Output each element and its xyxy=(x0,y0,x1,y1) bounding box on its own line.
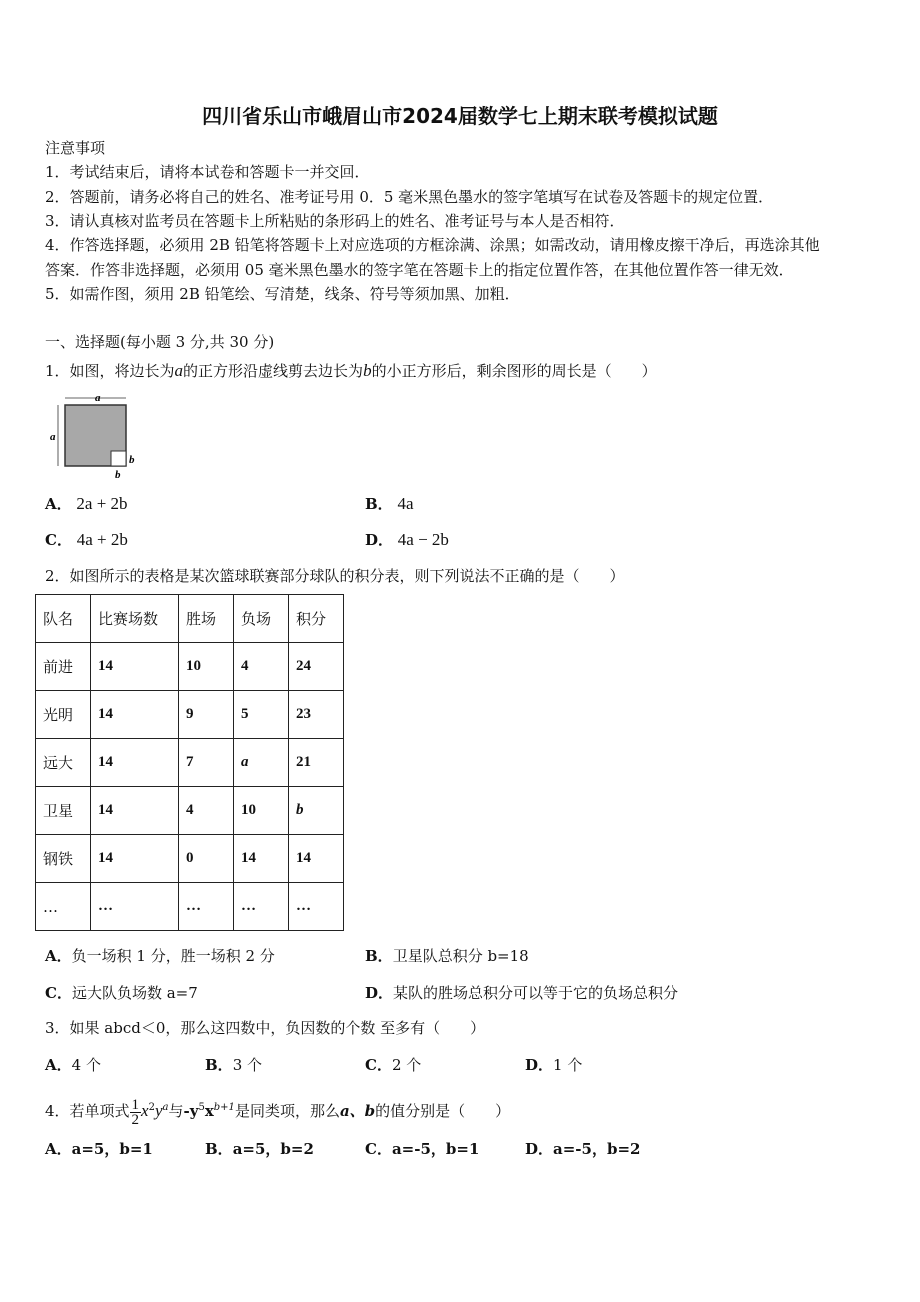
option-text: a=-5，b=2 xyxy=(553,1140,641,1158)
q1-var-a: a xyxy=(174,361,184,380)
square-cut-figure xyxy=(48,390,143,482)
table-header: 胜场 xyxy=(179,595,234,643)
fig-label-right-b: b xyxy=(129,454,135,466)
notice-item: 答案．作答非选择题，必须用 05 毫米黑色墨水的签字笔在答题卡上的指定位置作答，在其他位置作答一律无效． xyxy=(45,261,794,279)
option-text: 4a − 2b xyxy=(397,530,449,549)
table-cell: 卫星 xyxy=(36,787,91,835)
option-text: 3 个 xyxy=(232,1056,262,1074)
option-label: B． xyxy=(365,947,393,965)
table-cell: 钢铁 xyxy=(36,835,91,883)
option-label: C． xyxy=(45,531,72,549)
q2-option-a[interactable] xyxy=(45,946,275,966)
option-label: C． xyxy=(45,984,72,1002)
option-label: D． xyxy=(525,1140,554,1158)
table-header: 比赛场数 xyxy=(91,595,179,643)
table-cell: 7 xyxy=(179,739,234,787)
table-cell: 5 xyxy=(234,691,289,739)
table-cell: 24 xyxy=(289,643,344,691)
option-label: A． xyxy=(45,1056,72,1074)
section-heading: 一、选择题(每小题 3 分,共 30 分) xyxy=(45,333,275,351)
table-row xyxy=(36,691,344,739)
table-cell: 14 xyxy=(91,643,179,691)
table-cell: 21 xyxy=(289,739,344,787)
q3-option-d[interactable] xyxy=(525,1055,582,1075)
option-text: 2a + 2b xyxy=(76,494,128,513)
option-label: A． xyxy=(45,495,72,513)
table-header-row xyxy=(36,595,344,643)
table-header: 队名 xyxy=(36,595,91,643)
option-label: A． xyxy=(45,947,72,965)
table-cell: a xyxy=(234,739,289,787)
q3-option-b[interactable] xyxy=(205,1055,262,1075)
option-text: 卫星队总积分 b=18 xyxy=(392,947,529,965)
q1-mid: 的正方形沿虚线剪去边长为 xyxy=(183,362,364,380)
fig-label-top-a: a xyxy=(95,392,101,404)
table-cell: 远大 xyxy=(36,739,91,787)
fig-label-bottom-b: b xyxy=(115,469,121,481)
table-cell: b xyxy=(289,787,344,835)
option-label: D． xyxy=(525,1056,554,1074)
table-row xyxy=(36,787,344,835)
table-cell: 23 xyxy=(289,691,344,739)
q3-option-c[interactable] xyxy=(365,1055,421,1075)
table-cell: 14 xyxy=(234,835,289,883)
option-text: a=5，b=1 xyxy=(71,1140,153,1158)
notice-item: 1．考试结束后，请将本试卷和答题卡一并交回． xyxy=(45,163,370,181)
table-cell: … xyxy=(36,883,91,931)
table-cell: 4 xyxy=(234,643,289,691)
q1-post: 的小正方形后，剩余图形的周长是（ ） xyxy=(371,362,657,380)
q3-option-a[interactable] xyxy=(45,1055,101,1075)
option-label: B． xyxy=(205,1056,233,1074)
question-2-stem: 2．如图所示的表格是某次篮球联赛部分球队的积分表，则下列说法不正确的是（ ） xyxy=(45,567,625,585)
table-cell: 4 xyxy=(179,787,234,835)
table-header: 负场 xyxy=(234,595,289,643)
table-cell: … xyxy=(179,883,234,931)
option-text: 4 个 xyxy=(71,1056,101,1074)
option-text: 负一场积 1 分，胜一场积 2 分 xyxy=(71,947,275,965)
q4-mono1-xexp: 2 xyxy=(148,1102,155,1113)
q4-mono2-xexp: b+1 xyxy=(213,1102,235,1113)
option-text: 4a xyxy=(397,494,414,513)
notice-item: 4．作答选择题，必须用 2B 铅笔将答题卡上对应选项的方框涂满、涂黑；如需改动，请用橡皮擦干净后，再选涂其他 xyxy=(45,236,820,254)
q1-option-c[interactable] xyxy=(45,530,128,550)
option-label: C． xyxy=(365,1140,392,1158)
table-cell: 14 xyxy=(91,787,179,835)
fraction-denominator: 2 xyxy=(131,1111,140,1128)
page-title: 四川省乐山市峨眉山市2024届数学七上期末联考模拟试题 xyxy=(202,104,718,128)
q4-option-d[interactable] xyxy=(525,1139,640,1159)
q1-option-a[interactable] xyxy=(45,494,128,514)
option-label: A． xyxy=(45,1140,72,1158)
table-row xyxy=(36,739,344,787)
q2-option-c[interactable] xyxy=(45,983,198,1003)
notice-item: 3．请认真核对监考员在答题卡上所粘贴的条形码上的姓名、准考证号与本人是否相符． xyxy=(45,212,625,230)
option-label: D． xyxy=(365,984,394,1002)
fraction-numerator: 1 xyxy=(131,1096,140,1113)
table-header: 积分 xyxy=(289,595,344,643)
q4-and: 与 xyxy=(168,1102,184,1120)
q4-mono1-yexp: a xyxy=(162,1102,169,1113)
question-3-stem: 3．如果 abcd＜0，那么这四数中，负因数的个数 至多有（ ） xyxy=(45,1019,486,1037)
q4-mono2: -y xyxy=(183,1102,199,1120)
q1-pre: 1．如图，将边长为 xyxy=(45,362,175,380)
q4-mono1-y: y xyxy=(154,1101,163,1120)
fig-label-left-a: a xyxy=(50,431,56,443)
table-row xyxy=(36,883,344,931)
notice-heading: 注意事项 xyxy=(45,139,106,157)
q1-option-d[interactable] xyxy=(365,530,449,550)
question-4-stem xyxy=(45,1088,510,1131)
q2-option-b[interactable] xyxy=(365,946,529,966)
option-text: 1 个 xyxy=(553,1056,583,1074)
option-text: 2 个 xyxy=(391,1056,422,1074)
table-cell: … xyxy=(234,883,289,931)
q4-fraction xyxy=(130,1098,142,1127)
option-text: a=-5，b=1 xyxy=(391,1140,480,1158)
table-cell: 10 xyxy=(234,787,289,835)
table-cell: … xyxy=(91,883,179,931)
table-cell: 10 xyxy=(179,643,234,691)
q4-post: 是同类项，那么 xyxy=(234,1102,340,1120)
q2-option-d[interactable] xyxy=(365,983,678,1003)
q4-mono2-yexp: 5 xyxy=(198,1102,205,1113)
table-row xyxy=(36,643,344,691)
q4-pre: 4．若单项式 xyxy=(45,1102,130,1120)
q1-option-b[interactable] xyxy=(365,494,414,514)
score-table xyxy=(35,594,344,931)
question-1-stem xyxy=(45,361,657,381)
q1-var-b: b xyxy=(363,361,372,380)
table-cell: 14 xyxy=(91,739,179,787)
table-cell: 0 xyxy=(179,835,234,883)
table-cell: 14 xyxy=(91,691,179,739)
option-text: 4a + 2b xyxy=(76,530,128,549)
table-cell: 14 xyxy=(289,835,344,883)
table-cell: 前进 xyxy=(36,643,91,691)
option-label: D． xyxy=(365,531,394,549)
q4-post2: 的值分别是（ ） xyxy=(375,1102,511,1120)
notice-item: 2．答题前，请务必将自己的姓名、准考证号用 0．5 毫米黑色墨水的签字笔填写在试卷及答题卡的规定位置． xyxy=(45,188,774,206)
cut-small-square xyxy=(111,451,126,466)
option-text: 远大队负场数 a=7 xyxy=(71,984,198,1002)
q4-mono1-x: x xyxy=(141,1101,149,1120)
q4-option-c[interactable] xyxy=(365,1139,479,1159)
notice-item: 5．如需作图，须用 2B 铅笔绘、写清楚，线条、符号等须加黑、加粗． xyxy=(45,285,520,303)
option-label: B． xyxy=(205,1140,233,1158)
table-row xyxy=(36,835,344,883)
table-cell: 光明 xyxy=(36,691,91,739)
table-cell: 9 xyxy=(179,691,234,739)
q4-mono2-x: x xyxy=(204,1102,214,1120)
q4-vars: a、b xyxy=(339,1102,376,1120)
q4-option-a[interactable] xyxy=(45,1139,153,1159)
table-cell: … xyxy=(289,883,344,931)
option-text: 某队的胜场总积分可以等于它的负场总积分 xyxy=(393,984,679,1002)
q4-option-b[interactable] xyxy=(205,1139,314,1159)
option-label: C． xyxy=(365,1056,392,1074)
option-text: a=5，b=2 xyxy=(232,1140,314,1158)
option-label: B． xyxy=(365,495,393,513)
table-cell: 14 xyxy=(91,835,179,883)
